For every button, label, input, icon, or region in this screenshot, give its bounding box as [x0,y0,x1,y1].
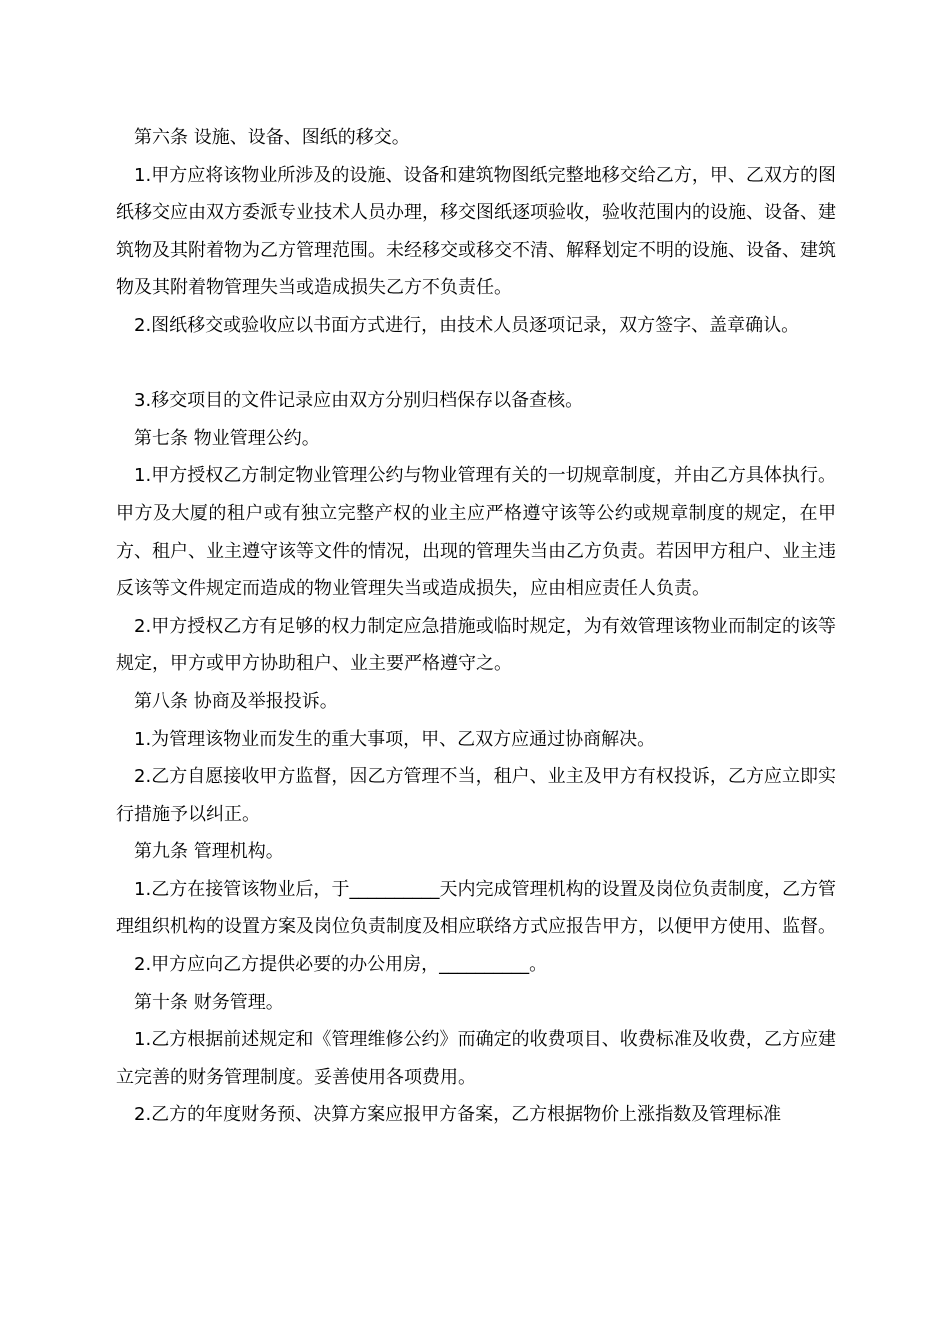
article-6-heading: 第六条 设施、设备、图纸的移交。 [134,127,410,148]
article-9-clause-1: 1.乙方在接管该物业后，于__________天内完成管理机构的设置及岗位负责制度，乙方管理组织机构的设置方案及岗位负责制度及相应联络方式应报告甲方，以便甲方使用、监督。 [116,878,836,938]
article-7-clause-2: 2.甲方授权乙方有足够的权力制定应急措施或临时规定，为有效管理该物业而制定的该等规定，甲方或甲方协助租户、业主要严格遵守之。 [116,615,836,675]
article-10-clause-2: 2.乙方的年度财务预、决算方案应报甲方备案，乙方根据物价上涨指数及管理标准 [134,1104,782,1126]
article-8-clause-2: 2.乙方自愿接收甲方监督，因乙方管理不当，租户、业主及甲方有权投诉，乙方应立即实行措施予以纠正。 [116,766,836,825]
article-6-clause-3: 3.移交项目的文件记录应由双方分别归档保存以备查核。 [134,390,584,412]
article-7-clause-1: 1.甲方授权乙方制定物业管理公约与物业管理有关的一切规章制度，并由乙方具体执行。甲方及大厦的租户或有独立完整产权的业主应严格遵守该等公约或规章制度的规定，在甲方、租户、业主遵守该等文件的情况，出现的管理失当由乙方负责。若因甲方租户、业主违反该等文件规定而造成的物业管理失当或造成损失，应由相应责任人负责。 [116,465,836,600]
document-body [116,119,836,1134]
article-8-clause-1: 1.为管理该物业而发生的重大事项，甲、乙双方应通过协商解决。 [134,728,656,750]
article-6-clause-2: 2.图纸移交或验收应以书面方式进行，由技术人员逐项记录，双方签字、盖章确认。 [134,314,800,336]
article-9-heading: 第九条 管理机构。 [134,841,284,863]
blank-line [116,345,836,383]
article-9-clause-2: 2.甲方应向乙方提供必要的办公用房，__________。 [134,954,548,976]
article-10-clause-1: 1.乙方根据前述规定和《管理维修公约》而确定的收费项目、收费标准及收费，乙方应建立完善的财务管理制度。妥善使用各项费用。 [116,1029,836,1088]
article-8-heading: 第八条 协商及举报投诉。 [134,690,338,712]
article-10-heading: 第十条 财务管理。 [134,991,284,1013]
article-6-clause-1: 1.甲方应将该物业所涉及的设施、设备和建筑物图纸完整地移交给乙方，甲、乙双方的图纸移交应由双方委派专业技术人员办理，移交图纸逐项验收，验收范围内的设施、设备、建筑物及其附着物为乙方管理范围。未经移交或移交不清、解释划定不明的设施、设备、建筑物及其附着物管理失当或造成损失乙方不负责任。 [116,164,836,299]
article-7-heading: 第七条 物业管理公约。 [134,427,320,449]
